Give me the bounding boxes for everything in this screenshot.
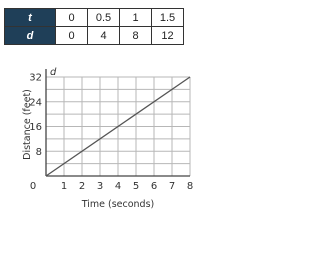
x-tick-label: 2 (78, 181, 86, 192)
x-tick-label: 4 (114, 181, 122, 192)
x-tick-label: 6 (150, 181, 158, 192)
x-tick-label: 1 (60, 181, 68, 192)
table-cell: 12 (152, 27, 184, 45)
table-cell: 0 (56, 27, 88, 45)
row-header-d: d (5, 27, 56, 45)
row-header-t: t (5, 9, 56, 27)
x-tick-label: 0 (29, 181, 37, 192)
table-cell: 4 (88, 27, 120, 45)
y-tick-label: 16 (29, 122, 42, 133)
x-tick-label: 7 (168, 181, 176, 192)
x-axis-title: Time (seconds) (81, 199, 155, 210)
table-cell: 1.5 (152, 9, 184, 27)
table-cell: 1 (120, 9, 152, 27)
table-cell: 0 (56, 9, 88, 27)
x-tick-label: 8 (186, 181, 194, 192)
y-tick-label: 32 (29, 72, 42, 84)
y-axis-title: Distance (feet) (22, 89, 33, 160)
table-cell: 8 (120, 27, 152, 45)
y-tick-label: 24 (29, 97, 42, 109)
table-cell: 0.5 (88, 9, 120, 27)
y-tick-label: 8 (35, 146, 42, 158)
x-tick-label: 3 (96, 181, 104, 192)
x-tick-label: 5 (132, 181, 140, 192)
y-axis-variable: d (50, 67, 57, 78)
tick-labels (29, 73, 193, 193)
